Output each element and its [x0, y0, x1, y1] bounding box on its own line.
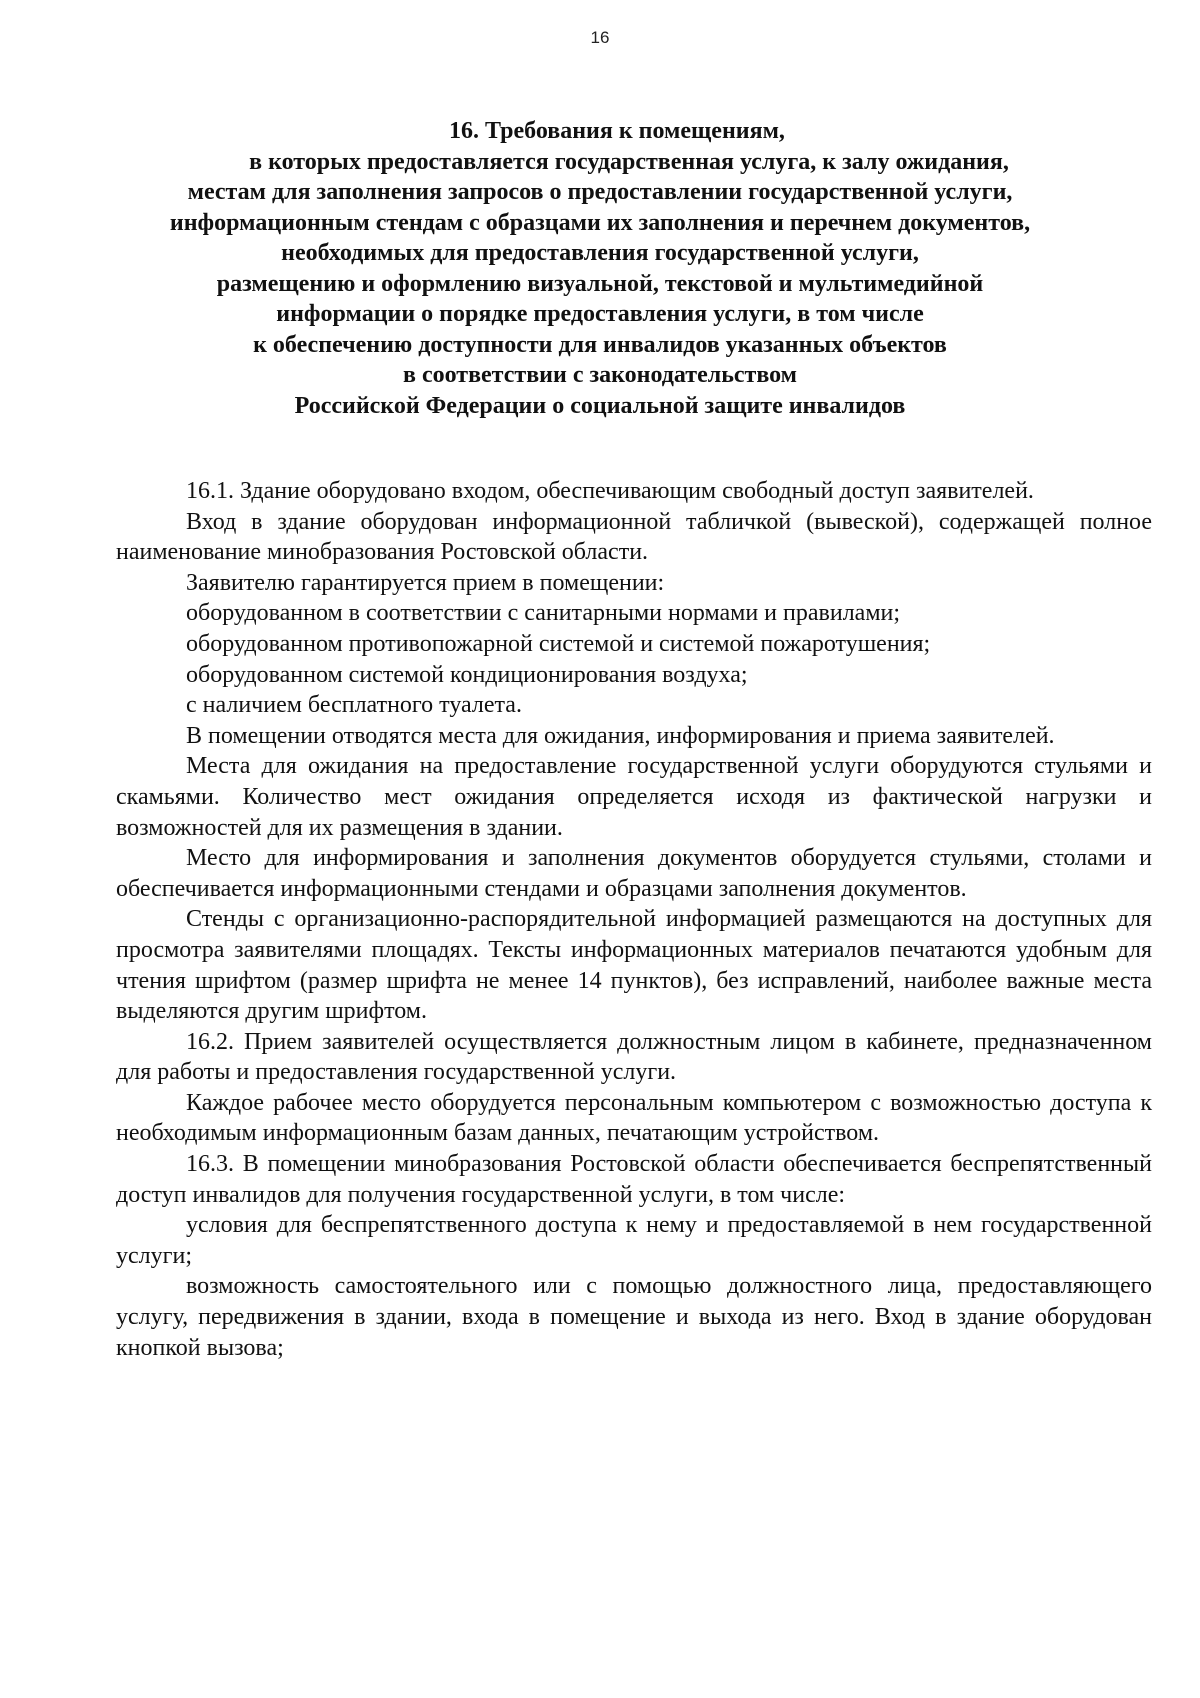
- section-heading: [100, 116, 1100, 421]
- heading-line: размещению и оформлению визуальной, текстовой и мультимедийной: [216, 270, 984, 297]
- paragraph-entrance-sign: Вход в здание оборудован информационной табличкой (вывеской), содержащей полное наименование минобразования Ростовской области.: [116, 508, 1152, 566]
- list-item-fire-system: оборудованном противопожарной системой и системой пожаротушения;: [186, 630, 931, 657]
- heading-line: к обеспечению доступности для инвалидов указанных объектов: [253, 331, 947, 358]
- list-item-access-conditions: условия для беспрепятственного доступа к нему и предоставляемой в нем государственной услуги;: [116, 1212, 1152, 1269]
- page-number: 16: [590, 28, 610, 47]
- heading-line: информационным стендам с образцами их заполнения и перечнем документов,: [169, 209, 1031, 236]
- paragraph-info-place: Место для информирования и заполнения документов оборудуется стульями, столами и обеспечивается информационными стендами и образцами заполнения документов.: [116, 845, 1152, 902]
- heading-line: местам для заполнения запросов о предоставлении государственной услуги,: [187, 179, 1013, 205]
- paragraph-16-2: 16.2. Прием заявителей осуществляется должностным лицом в кабинете, предназначенном для работы и предоставления государственной услуги.: [116, 1028, 1152, 1086]
- list-item-sanitary: оборудованном в соответствии с санитарными нормами и правилами;: [186, 600, 901, 627]
- list-item-toilet: с наличием бесплатного туалета.: [186, 692, 522, 719]
- paragraph-reception-guarantee: Заявителю гарантируется прием в помещении:: [186, 569, 665, 596]
- heading-line: Российской Федерации о социальной защите инвалидов: [294, 392, 906, 419]
- paragraph-16-3: 16.3. В помещении минобразования Ростовской области обеспечивается беспрепятственный доступ инвалидов для получения государственной услуги, в том числе:: [116, 1151, 1152, 1208]
- paragraph-16-1: 16.1. Здание оборудовано входом, обеспечивающим свободный доступ заявителей.: [186, 478, 1034, 504]
- paragraph-info-stands: Стенды с организационно-распорядительной информацией размещаются на доступных для просмотра заявителями площадях. Тексты информационных материалов печатаются удобным для чтения шрифтом (размер шрифта не менее 14 пунктов), без исправлений, наиболее важные места выделяются другим шрифтом.: [116, 906, 1152, 1025]
- heading-line: информации о порядке предоставления услуги, в том числе: [276, 301, 924, 327]
- list-item-air-conditioning: оборудованном системой кондиционирования воздуха;: [186, 661, 748, 688]
- list-item-movement: возможность самостоятельного или с помощью должностного лица, предоставляющего услугу, передвижения в здании, входа в помещение и выхода из него. Вход в здание оборудован кнопкой вызова;: [116, 1273, 1152, 1361]
- heading-line: необходимых для предоставления государственной услуги,: [281, 240, 919, 266]
- paragraph-waiting-areas: В помещении отводятся места для ожидания, информирования и приема заявителей.: [186, 722, 1055, 749]
- paragraph-workplace: Каждое рабочее место оборудуется персональным компьютером с возможностью доступа к необходимым информационным базам данных, печатающим устройством.: [116, 1089, 1152, 1147]
- paragraph-waiting-seats: Места для ожидания на предоставление государственной услуги оборудуются стульями и скамьями. Количество мест ожидания определяется исходя из фактической нагрузки и возможностей для их размещения в здании.: [116, 753, 1152, 841]
- heading-line: 16. Требования к помещениям,: [449, 118, 785, 144]
- heading-line: в которых предоставляется государственная услуга, к залу ожидания,: [249, 148, 1009, 175]
- document-body: [116, 476, 1152, 1363]
- heading-line: в соответствии с законодательством: [402, 362, 798, 388]
